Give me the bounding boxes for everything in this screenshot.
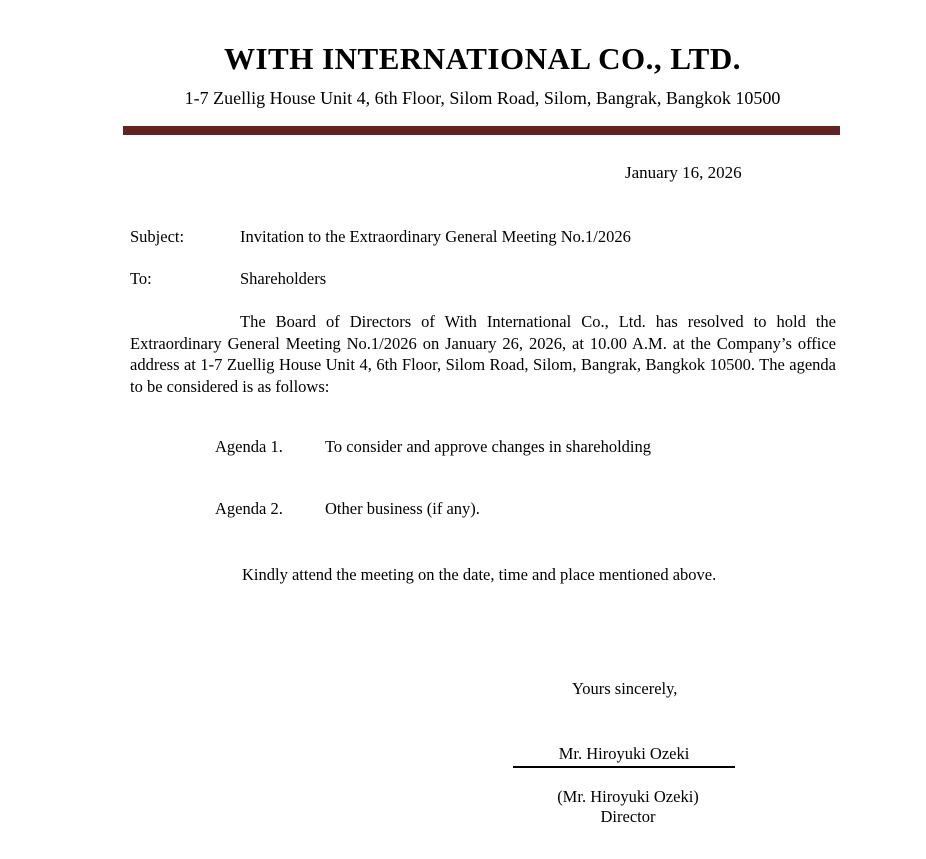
signatory-name: Mr. Hiroyuki Ozeki [558, 744, 690, 763]
agenda-1-label: Agenda 1. [215, 437, 283, 456]
subject-label: Subject: [130, 227, 185, 246]
signature-block [508, 787, 748, 826]
agenda-1-text: To consider and approve changes in shareholding [325, 437, 651, 456]
subject-row [130, 227, 631, 247]
agenda-item-1 [215, 437, 651, 457]
signature-line [513, 743, 735, 768]
subject-value: Invitation to the Extraordinary General Meeting No.1/2026 [240, 227, 631, 246]
valediction: Yours sincerely, [572, 679, 678, 698]
body-paragraph: The Board of Directors of With International Co., Ltd. has resolved to hold the Extraordinary General Meeting No.1/2026 on January 26, 2026, at 10.00 A.M. at the Company’s office address at 1-7 Zuellig House Unit 4, 6th Floor, Silom Road, Silom, Bangrak, Bangkok 10500. The agenda to be considered is as follows: [130, 312, 836, 396]
agenda-item-2 [215, 499, 480, 519]
to-value: Shareholders [240, 269, 327, 288]
agenda-2-text: Other business (if any). [325, 499, 480, 518]
signatory-title: Director [600, 806, 656, 826]
to-label: To: [130, 269, 152, 288]
header-divider-rule [123, 126, 840, 135]
signatory-name-paren: (Mr. Hiroyuki Ozeki) [557, 787, 699, 806]
closing-note: Kindly attend the meeting on the date, time and place mentioned above. [242, 565, 717, 584]
agenda-2-label: Agenda 2. [215, 499, 283, 518]
company-address: 1-7 Zuellig House Unit 4, 6th Floor, Silom Road, Silom, Bangrak, Bangkok 10500 [184, 88, 781, 108]
to-row [130, 269, 326, 289]
company-name: WITH INTERNATIONAL CO., LTD. [223, 41, 741, 76]
letter-date: January 16, 2026 [625, 163, 742, 182]
